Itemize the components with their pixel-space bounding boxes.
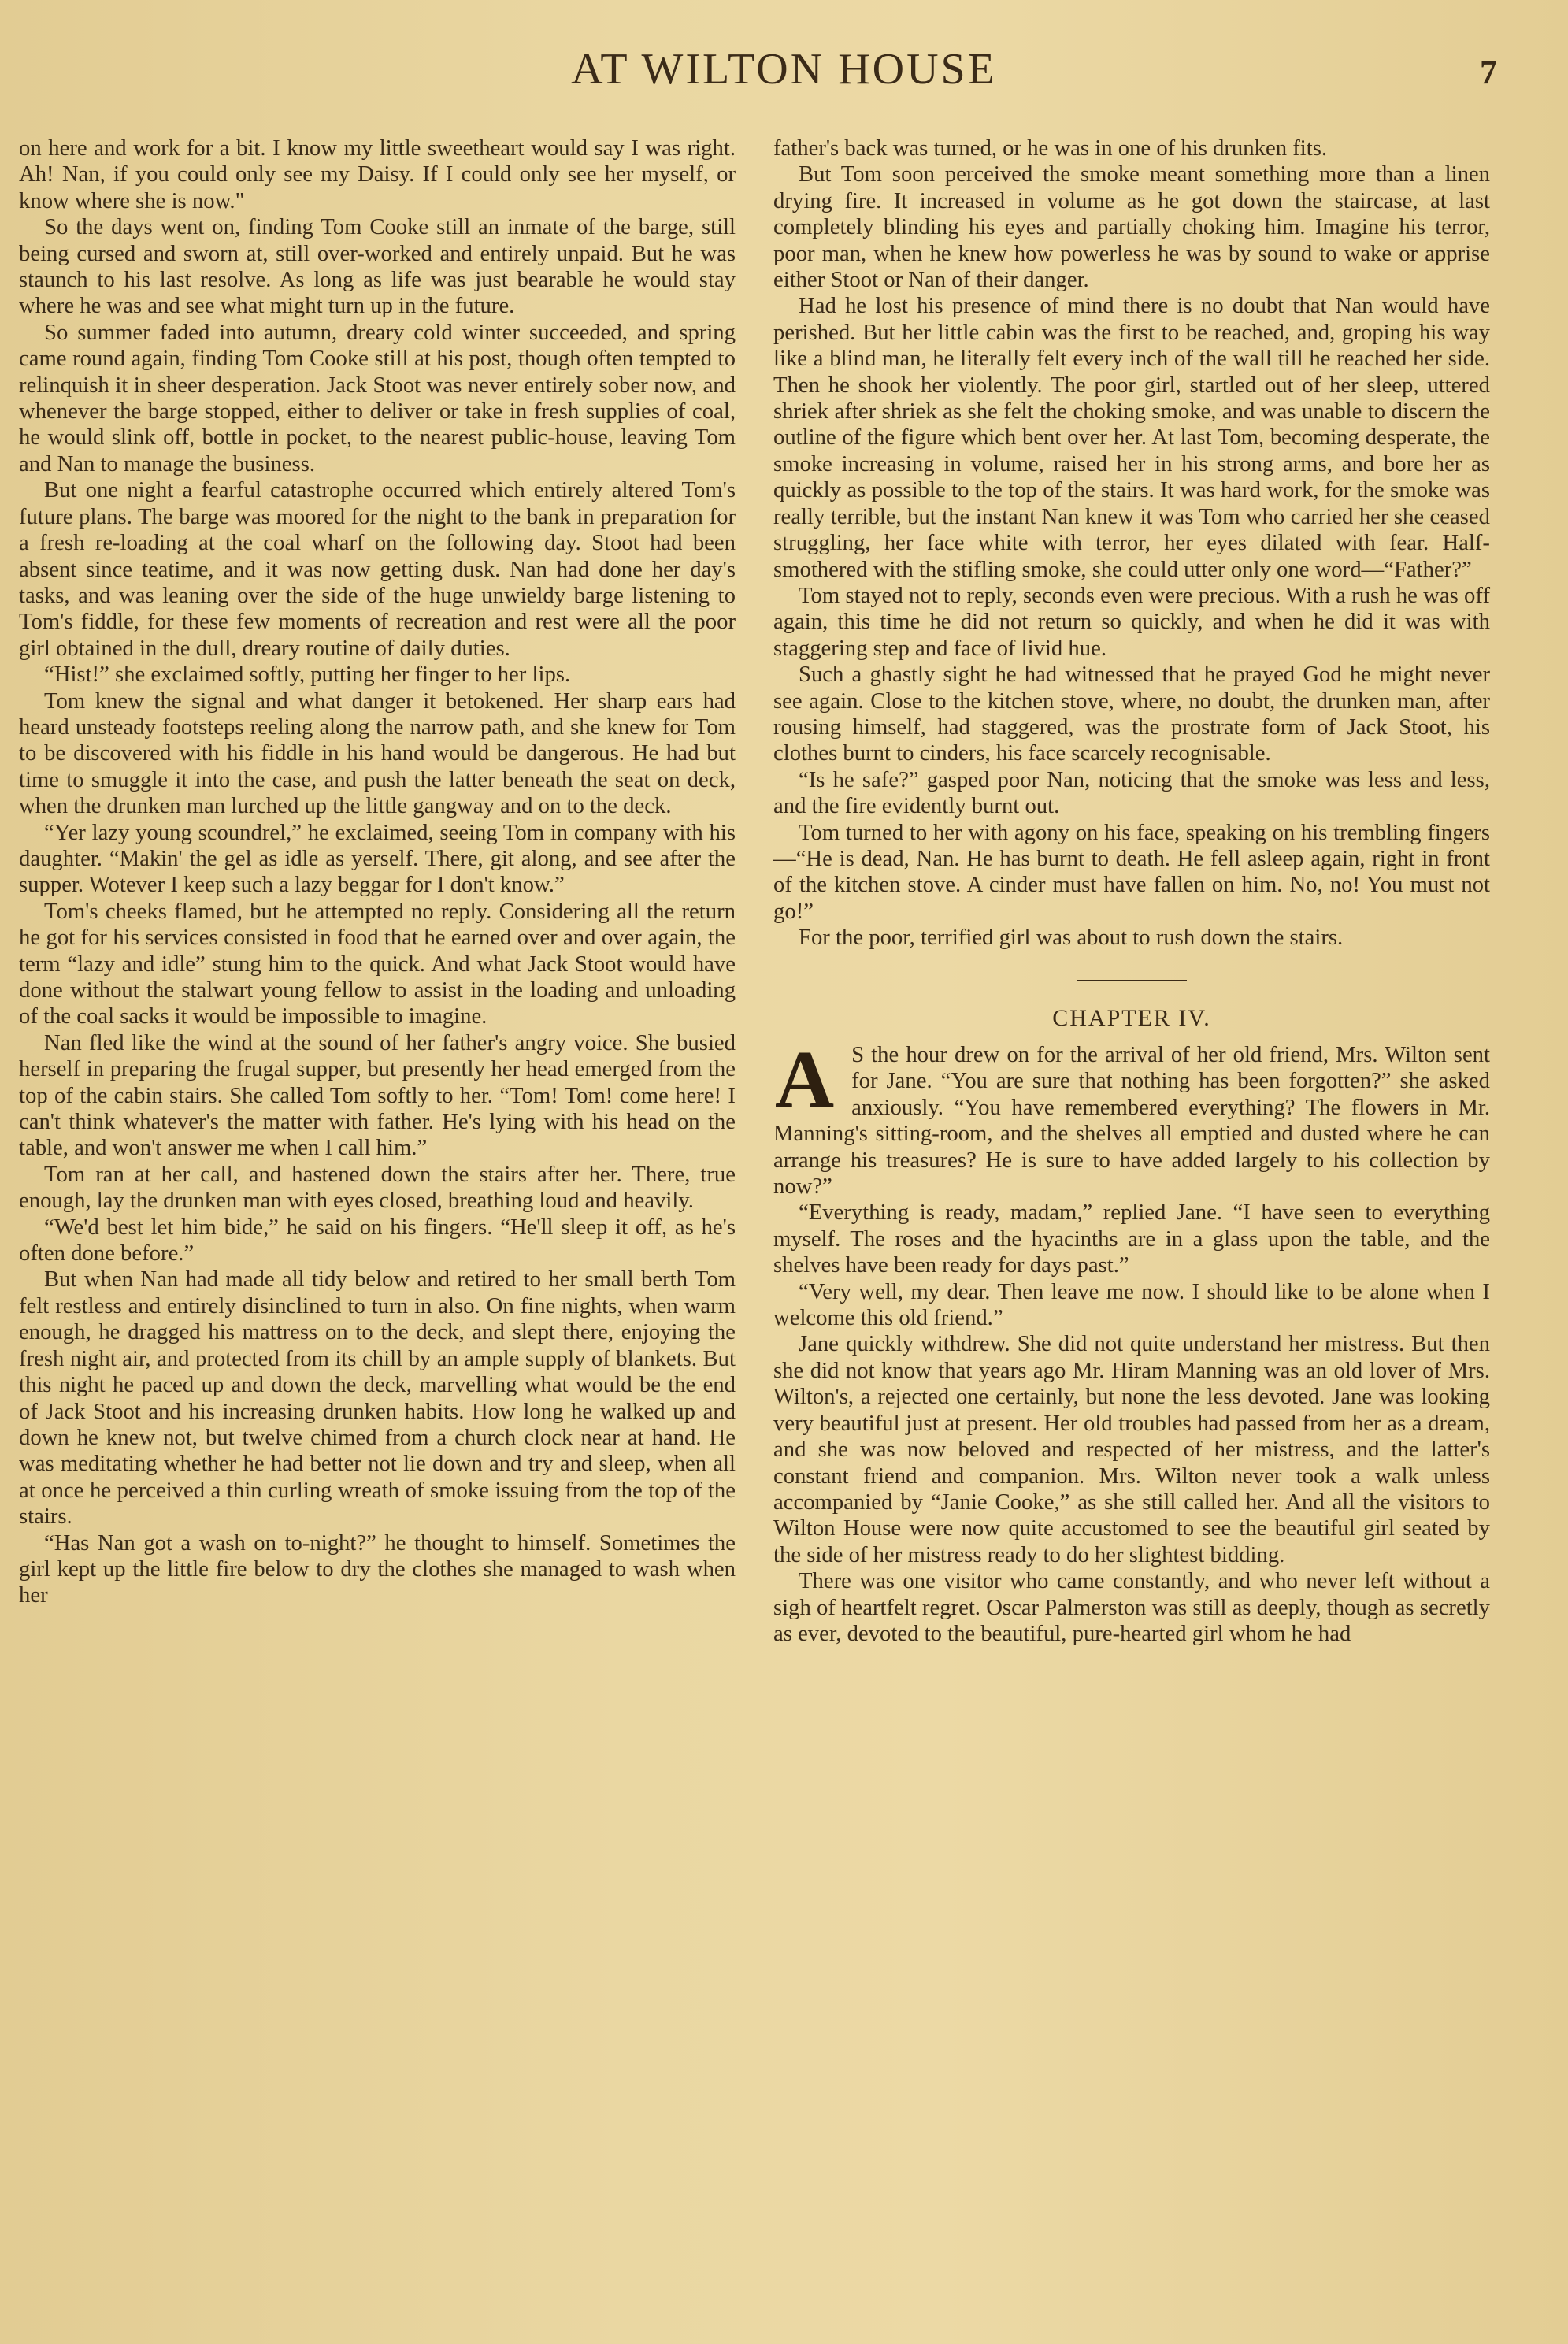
paragraph: “Hist!” she exclaimed softly, putting her finger to her lips.	[44, 662, 571, 688]
chapter-divider	[1077, 980, 1187, 981]
page-header	[0, 39, 1568, 102]
paragraph: “Everything is ready, madam,” replied Jane. “I have seen to everything myself. The roses and the hyacinths are in a glass upon the table, and the shelves have been ready for days past.”	[773, 1200, 1490, 1278]
paragraph: Tom knew the signal and what danger it betokened. Her sharp ears had heard unsteady footsteps reeling along the narrow path, and she knew for Tom to be discovered with his fiddle in his hand would be dangerous. He had but time to smuggle it into the case, and push the latter beneath the seat on deck, when the drunken man lurched up the little gangway and on to the deck.	[19, 688, 736, 819]
paragraph: But Tom soon perceived the smoke meant something more than a linen drying fire. It increased in volume as he got down the staircase, at last completely blinding his eyes and partially choking him. Imagine his terror, poor man, when he knew how powerless he was by sound to wake or apprise either Stoot or Nan of their danger.	[773, 161, 1490, 293]
paragraph: “Yer lazy young scoundrel,” he exclaimed, seeing Tom in company with his daughter. “Makin' the gel as idle as yerself. There, git along, and see after the supper. Wotever I keep such a lazy beggar for I don't know.”	[19, 819, 736, 898]
paragraph: There was one visitor who came constantly, and who never left without a sigh of heartfelt regret. Oscar Palmerston was still as deeply, though as secretly as ever, devoted to the beautiful, pure-hearted girl whom he had	[773, 1568, 1490, 1646]
paragraph: So the days went on, finding Tom Cooke still an inmate of the barge, still being cursed and sworn at, still over-worked and entirely unpaid. But he was staunch to his last resolve. As long as life was just bearable he would stay where he was and see what might turn up in the future.	[19, 214, 736, 319]
paragraph: For the poor, terrified girl was about to rush down the stairs.	[799, 925, 1344, 951]
paragraph: But one night a fearful catastrophe occurred which entirely altered Tom's future plans. The barge was moored for the night to the bank in preparation for a fresh re-loading at the coal wharf on the following day. Stoot had been absent since teatime, and it was now getting dusk. Nan had done her day's tasks, and was leaning over the side of the huge unwieldy barge listening to Tom's fiddle, for these few moments of recreation and rest were all the poor girl obtained in the dull, dreary routine of daily duties.	[19, 477, 736, 661]
paragraph: “We'd best let him bide,” he said on his fingers. “He'll sleep it off, as he's often done before.”	[19, 1214, 736, 1267]
paragraph: But when Nan had made all tidy below and retired to her small berth Tom felt restless and entirely disinclined to turn in also. On fine nights, when warm enough, he dragged his mattress on to the deck, and slept there, enjoying the fresh night air, and protected from its chill by an ample supply of blankets. But this night he paced up and down the deck, marvelling what would be the end of Jack Stoot and his increasing drunken habits. How long he walked up and down he knew not, but twelve chimed from a church clock near at hand. He was meditating whether he had better not lie down and try and sleep, when all at once he perceived a thin curling wreath of smoke issuing from the top of the stairs.	[19, 1267, 736, 1530]
chapter-opening-paragraph	[773, 1034, 1490, 1200]
paragraph: Had he lost his presence of mind there is no doubt that Nan would have perished. But her little cabin was the first to be reached, and, groping his way like a blind man, he literally felt every inch of the wall till he reached her side. Then he shook her violently. The poor girl, startled out of her sleep, uttered shriek after shriek as she felt the choking smoke, and was unable to discern the outline of the figure which bent over her. At last Tom, becoming desperate, the smoke increasing in volume, raised her in his strong arms, and bore her as quickly as possible to the top of the stairs. It was hard work, for the smoke was really terrible, but the instant Nan knew it was Tom who carried her she ceased struggling, her face white with terror, her eyes dilated with fear. Half-smothered with the stifling smoke, she could utter only one word—“Father?”	[773, 293, 1490, 582]
paragraph: Nan fled like the wind at the sound of her father's angry voice. She busied herself in preparing the frugal supper, but presently her head emerged from the top of the cabin stairs. She called Tom softly to her. “Tom! Tom! come here! I can't think whatever's the matter with father. He's lying with his head on the table, and won't answer me when I call him.”	[19, 1029, 736, 1161]
paragraph: So summer faded into autumn, dreary cold winter succeeded, and spring came round again, finding Tom Cooke still at his post, though often tempted to relinquish it in sheer desperation. Jack Stoot was never entirely sober now, and whenever the barge stopped, either to deliver or take in fresh supplies of coal, he would slink off, bottle in pocket, to the nearest public-house, leaving Tom and Nan to manage the business.	[19, 319, 736, 477]
paragraph: “Is he safe?” gasped poor Nan, noticing that the smoke was less and less, and the fire evidently burnt out.	[773, 766, 1490, 819]
paragraph: Jane quickly withdrew. She did not quite understand her mistress. But then she did not know that years ago Mr. Hiram Manning was an old lover of Mrs. Wilton's, a rejected one certainly, but none the less devoted. Jane was looking very beautiful just at present. Her old troubles had passed from her as a dream, and she was now beloved and respected of her mistress, and the latter's constant friend and companion. Mrs. Wilton never took a walk unless accompanied by “Janie Cooke,” as she still called her. And all the visitors to Wilton House were now quite accustomed to see the beautiful girl seated by the side of her mistress ready to do her slightest bidding.	[773, 1331, 1490, 1567]
right-column	[773, 135, 1490, 1647]
paragraph: Tom stayed not to reply, seconds even were precious. With a rush he was off again, this time he did not return so quickly, and when he did it was with staggering step and face of livid hue.	[773, 582, 1490, 661]
paragraph: Tom turned to her with agony on his face, speaking on his trembling fingers—“He is dead, Nan. He has burnt to death. He fell asleep again, right in front of the kitchen stove. A cinder must have fallen on him. No, no! You must not go!”	[773, 819, 1490, 924]
paragraph: “Very well, my dear. Then leave me now. I should like to be alone when I welcome this old friend.”	[773, 1278, 1490, 1331]
paragraph: “Has Nan got a wash on to-night?” he thought to himself. Sometimes the girl kept up the little fire below to dry the clothes she managed to wash when her	[19, 1530, 736, 1608]
running-title: AT WILTON HOUSE	[571, 45, 997, 94]
paragraph: father's back was turned, or he was in one of his drunken fits.	[773, 135, 1328, 161]
paragraph: Tom ran at her call, and hastened down the stairs after her. There, true enough, lay the drunken man with eyes closed, breathing loud and heavily.	[19, 1161, 736, 1214]
chapter-title: CHAPTER IV.	[1052, 1004, 1211, 1031]
paragraph: on here and work for a bit. I know my little sweetheart would say I was right. Ah! Nan, if you could only see my Daisy. If I could only see her myself, or know where she is now."	[19, 135, 736, 213]
drop-cap: A	[775, 1034, 835, 1125]
page-number: 7	[1480, 53, 1497, 91]
paragraph: Such a ghastly sight he had witnessed that he prayed God he might never see again. Close to the kitchen stove, where, no doubt, the drunken man, after rousing himself, had staggered, was the prostrate form of Jack Stoot, his clothes burnt to cinders, his face scarcely recognisable.	[773, 662, 1490, 766]
left-column	[19, 135, 736, 1609]
paragraph: Tom's cheeks flamed, but he attempted no reply. Considering all the return he got for his services consisted in food that he earned over and over again, the term “lazy and idle” stung him to the quick. And what Jack Stoot would have done without the stalwart young fellow to assist in the loading and unloading of the coal sacks it would be impossible to imagine.	[19, 898, 736, 1029]
chapter-opening-text: S the hour drew on for the arrival of her old friend, Mrs. Wilton sent for Jane. “You are sure that nothing has been forgotten?” she asked anxiously. “You have remembered everything? The flowers in Mr. Manning's sitting-room, and the shelves all emptied and dusted where he can arrange his treasures? He is sure to have added largely to his collection by now?”	[773, 1042, 1490, 1200]
